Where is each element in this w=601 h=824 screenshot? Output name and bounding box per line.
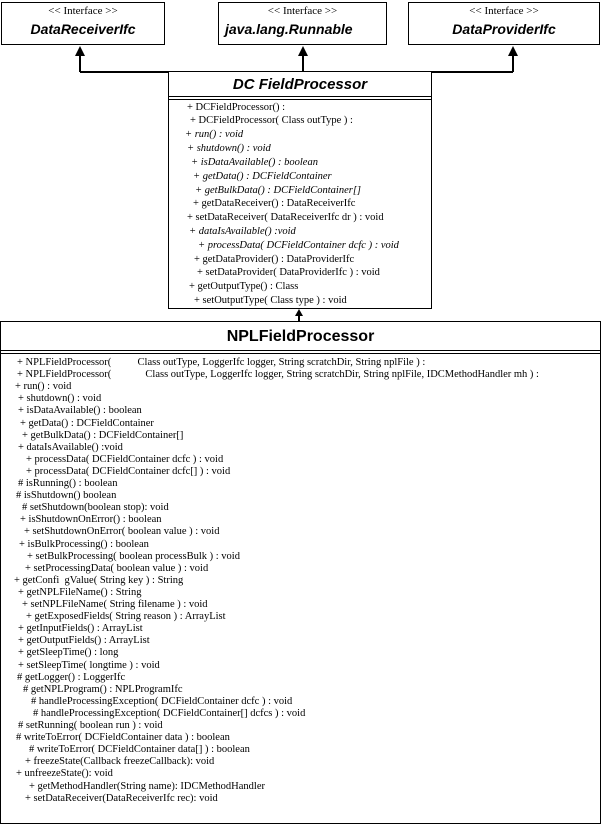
operation: + isDataAvailable() : boolean <box>18 405 142 417</box>
class-separator <box>169 96 431 97</box>
class-name: DC FieldProcessor <box>232 76 368 93</box>
operation: + dataIsAvailable() :void <box>189 226 296 237</box>
operation: + getSleepTime() : long <box>18 647 119 659</box>
operation: # isShutdown() boolean <box>16 490 117 502</box>
operation: # setShutdown(boolean stop): void <box>22 502 169 514</box>
operation: + processData( DCFieldContainer dcfc ) : void <box>26 453 224 465</box>
operation: + DCFieldProcessor() : <box>187 102 286 113</box>
class-separator <box>1 350 600 351</box>
operation: + getBulkData() : DCFieldContainer[] <box>22 429 184 441</box>
operation: + isBulkProcessing() : boolean <box>19 538 149 550</box>
operation: + run() : void <box>15 381 72 393</box>
operation: + getData() : DCFieldContainer <box>20 417 154 429</box>
operation: + DCFieldProcessor( Class outType ) : <box>190 115 353 126</box>
operation: # writeToError( DCFieldContainer data[] ) : boolean <box>29 744 250 756</box>
realization-arrowhead <box>75 46 85 56</box>
realization-arrowhead <box>298 46 308 56</box>
operation: + run() : void <box>185 129 244 140</box>
operation: # getNPLProgram() : NPLProgramIfc <box>23 683 183 695</box>
stereotype-label: << Interface >> <box>469 5 539 17</box>
operation: + isDataAvailable() : boolean <box>191 157 318 168</box>
stereotype-label: << Interface >> <box>267 5 338 17</box>
operation: + shutdown() : void <box>18 393 102 405</box>
class-dc-fieldprocessor[interactable] <box>168 71 432 309</box>
operation: + getDataReceiver() : DataReceiverIfc <box>193 198 356 209</box>
operation: + getInputFields() : ArrayList <box>18 623 143 635</box>
inheritance-arrowhead <box>295 309 303 316</box>
operation: + shutdown() : void <box>187 143 271 154</box>
operation: # isRunning() : boolean <box>18 478 118 489</box>
operation: + processData( DCFieldContainer dcfc ) : void <box>198 240 399 251</box>
operation: + getData() : DCFieldContainer <box>193 171 332 182</box>
realization-arrowhead <box>508 46 518 56</box>
operation: + getMethodHandler(String name): IDCMethodHandler <box>29 780 265 792</box>
interface-java-lang-runnable[interactable] <box>218 2 387 45</box>
operation: # handleProcessingException( DCFieldContainer[] dcfcs ) : void <box>33 707 306 719</box>
interface-dataproviderifc[interactable] <box>408 2 600 45</box>
operation: # getLogger() : LoggerIfc <box>17 671 126 683</box>
operation: + setOutputType( Class type ) : void <box>194 295 347 306</box>
operation: + setBulkProcessing( boolean processBulk ) : void <box>27 550 240 562</box>
operation: + setShutdownOnError( boolean value ) : void <box>24 526 220 538</box>
operation: # writeToError( DCFieldContainer data ) : boolean <box>16 732 230 744</box>
operation: + setDataReceiver( DataReceiverIfc dr ) : void <box>187 212 384 223</box>
operation: + setSleepTime( longtime ) : void <box>18 659 160 671</box>
operation: + NPLFieldProcessor( Class outType, LoggerIfc logger, String scratchDir, String nplFile, IDCMethodHandler mh ) : <box>17 369 539 381</box>
class-name: NPLFieldProcessor <box>226 328 375 345</box>
interface-datareceiverifc[interactable] <box>1 2 165 45</box>
operation: + dataIsAvailable() :void <box>18 441 123 453</box>
operation: + getDataProvider() : DataProviderIfc <box>194 254 355 265</box>
operation: + NPLFieldProcessor( Class outType, LoggerIfc logger, String scratchDir, String nplFile ) : <box>17 357 426 368</box>
operation: + processData( DCFieldContainer dcfc[] ) : void <box>26 465 231 477</box>
operation: + setDataReceiver(DataReceiverIfc rec): void <box>25 792 218 804</box>
operation: + getBulkData() : DCFieldContainer[] <box>195 185 362 196</box>
interface-name: DataProviderIfc <box>452 21 556 37</box>
interface-name: DataReceiverIfc <box>30 21 136 37</box>
operation: + getOutputFields() : ArrayList <box>18 635 150 647</box>
operation: + getOutputType() : Class <box>189 281 299 292</box>
operation: + getNPLFileName() : String <box>18 586 142 598</box>
operation: + isShutdownOnError() : boolean <box>20 514 162 526</box>
stereotype-label: << Interface >> <box>48 5 118 17</box>
class-separator <box>1 353 600 354</box>
operation: + freezeState(Callback freezeCallback): void <box>25 756 215 768</box>
operation: + setNPLFileName( String filename ) : void <box>22 599 208 610</box>
operation: + setDataProvider( DataProviderIfc ) : void <box>197 267 380 278</box>
interface-name: java.lang.Runnable <box>225 21 353 37</box>
operation: # handleProcessingException( DCFieldContainer dcfc ) : void <box>31 695 293 707</box>
class-separator <box>169 99 431 100</box>
operation: + getExposedFields( String reason ) : ArrayList <box>26 611 226 623</box>
class-nplfieldprocessor[interactable] <box>0 321 601 824</box>
operation: + setProcessingData( boolean value ) : void <box>25 562 209 574</box>
operation: + getConfi gValue( String key ) : String <box>14 574 184 586</box>
operation: # setRunning( boolean run ) : void <box>18 720 163 731</box>
operation: + unfreezeState(): void <box>16 768 113 780</box>
